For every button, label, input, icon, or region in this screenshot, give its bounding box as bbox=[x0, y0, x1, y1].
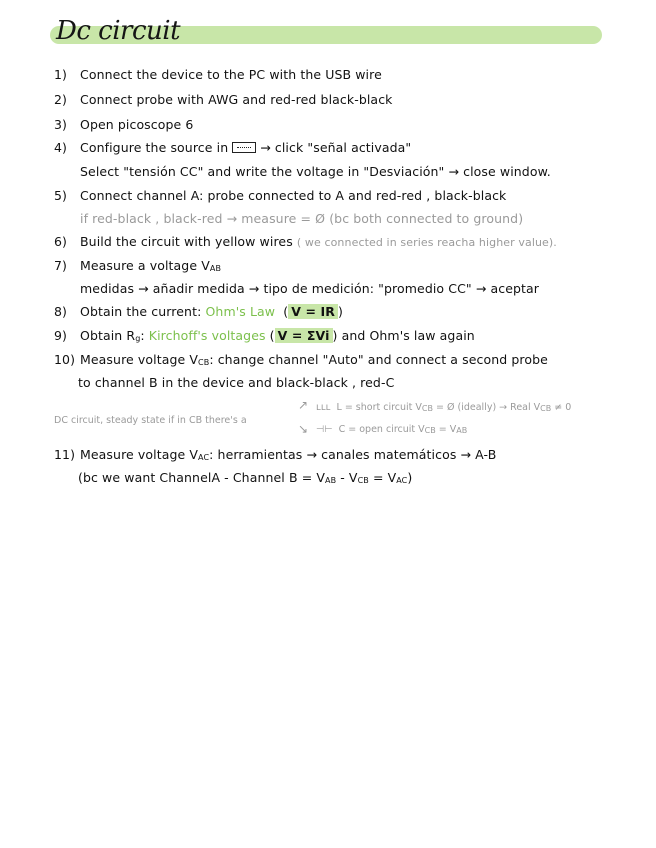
step-4-continued: Select "tensión CC" and write the voltage in "Desviación" → close window. bbox=[80, 164, 551, 179]
cont-text: ) bbox=[407, 470, 413, 485]
step-number: 6) bbox=[54, 234, 68, 249]
step-text-post: → click "señal activada" bbox=[260, 140, 412, 155]
step-text-post: : change channel "Auto" and connect a second probe bbox=[209, 352, 548, 367]
step-text: Obtain the current: bbox=[80, 304, 202, 319]
step-11 bbox=[54, 446, 496, 467]
colon: : bbox=[140, 328, 145, 343]
step-7-continued: medidas → añadir medida → tipo de medición: "promedio CC" → aceptar bbox=[80, 281, 540, 296]
page-title: Dc circuit bbox=[56, 16, 181, 46]
subscript: AB bbox=[209, 264, 222, 273]
step-10 bbox=[54, 351, 548, 372]
subscript: AC bbox=[198, 453, 210, 462]
subscript: AB bbox=[325, 476, 337, 485]
step-text: Measure a voltage V bbox=[80, 258, 210, 273]
ohms-law-label: Ohm's Law bbox=[205, 304, 276, 319]
sidenote-capacitor bbox=[316, 423, 467, 438]
step-5 bbox=[54, 187, 506, 205]
step-1 bbox=[54, 66, 382, 84]
kirchoff-formula: V = ΣVi bbox=[275, 328, 333, 343]
step-11-continued bbox=[78, 469, 412, 490]
arrow-up-icon: ↗ bbox=[298, 398, 309, 412]
step-9: 9) Obtain Rg: Kirchoff's voltages ( V = ΣVi ) and Ohm's law again bbox=[54, 328, 475, 343]
step-text-post: : herramientas → canales matemáticos → A-B bbox=[209, 447, 497, 462]
step-number: 10) bbox=[54, 352, 76, 367]
step-text: Connect channel A: probe connected to A and red-red , black-black bbox=[80, 188, 507, 203]
step-number: 2) bbox=[54, 92, 68, 107]
cont-text: (bc we want ChannelA - Channel B = V bbox=[78, 470, 325, 485]
coil-text: L = short circuit V bbox=[336, 402, 422, 413]
step-6-note: ( we connected in series reacha higher value). bbox=[296, 236, 557, 249]
subscript: AB bbox=[456, 426, 468, 435]
coil-text-end: ≠ 0 bbox=[551, 402, 572, 413]
capacitor-icon: ⊣⊢ bbox=[316, 424, 333, 435]
coil-icon: ʟʟʟ bbox=[316, 402, 331, 413]
subscript: CB bbox=[357, 476, 369, 485]
arrow-down-icon: ↘ bbox=[298, 422, 309, 436]
cont-text: = V bbox=[368, 470, 397, 485]
step-7 bbox=[54, 257, 221, 278]
waveform-box-icon bbox=[232, 142, 256, 153]
step-10-continued: to channel B in the device and black-black , red-C bbox=[78, 375, 395, 390]
step-number: 11) bbox=[54, 447, 76, 462]
cap-text-post: = V bbox=[435, 424, 457, 435]
subscript: CB bbox=[421, 404, 433, 413]
coil-text-post: = Ø (ideally) → Real V bbox=[433, 402, 541, 413]
sidenote-coil bbox=[316, 401, 571, 416]
step-8: 8) Obtain the current: Ohm's Law ( V = IR ) bbox=[54, 304, 343, 319]
sidenote-dc-steady-state: DC circuit, steady state if in CB there's a bbox=[54, 415, 247, 426]
step-text: Connect the device to the PC with the USB wire bbox=[80, 67, 382, 82]
step-text: Obtain R bbox=[80, 328, 136, 343]
step-text: Connect probe with AWG and red-red black-black bbox=[80, 92, 393, 107]
step-6 bbox=[54, 233, 557, 252]
subscript: CB bbox=[198, 358, 210, 367]
step-text-post: and Ohm's law again bbox=[341, 328, 475, 343]
step-text: Configure the source in bbox=[80, 140, 229, 155]
step-text: Measure voltage V bbox=[80, 447, 199, 462]
subscript: AC bbox=[396, 476, 408, 485]
cont-text: - V bbox=[336, 470, 358, 485]
step-text: Measure voltage V bbox=[80, 352, 199, 367]
step-number: 9) bbox=[54, 328, 68, 343]
subscript: g bbox=[135, 334, 141, 343]
step-number: 7) bbox=[54, 258, 68, 273]
cap-text: C = open circuit V bbox=[338, 424, 425, 435]
step-text: Open picoscope 6 bbox=[80, 117, 194, 132]
step-number: 8) bbox=[54, 304, 68, 319]
step-4 bbox=[54, 139, 411, 157]
kirchoff-label: Kirchoff's voltages bbox=[148, 328, 266, 343]
step-2 bbox=[54, 91, 393, 109]
step-number: 5) bbox=[54, 188, 68, 203]
step-text: Build the circuit with yellow wires bbox=[80, 234, 293, 249]
step-number: 3) bbox=[54, 117, 68, 132]
step-3 bbox=[54, 116, 193, 134]
subscript: CB bbox=[424, 426, 436, 435]
subscript: CB bbox=[540, 404, 552, 413]
step-number: 4) bbox=[54, 140, 68, 155]
step-number: 1) bbox=[54, 67, 68, 82]
step-5-note: if red-black , black-red → measure = Ø (bc both connected to ground) bbox=[80, 211, 524, 226]
ohms-law-formula: V = IR bbox=[288, 304, 338, 319]
